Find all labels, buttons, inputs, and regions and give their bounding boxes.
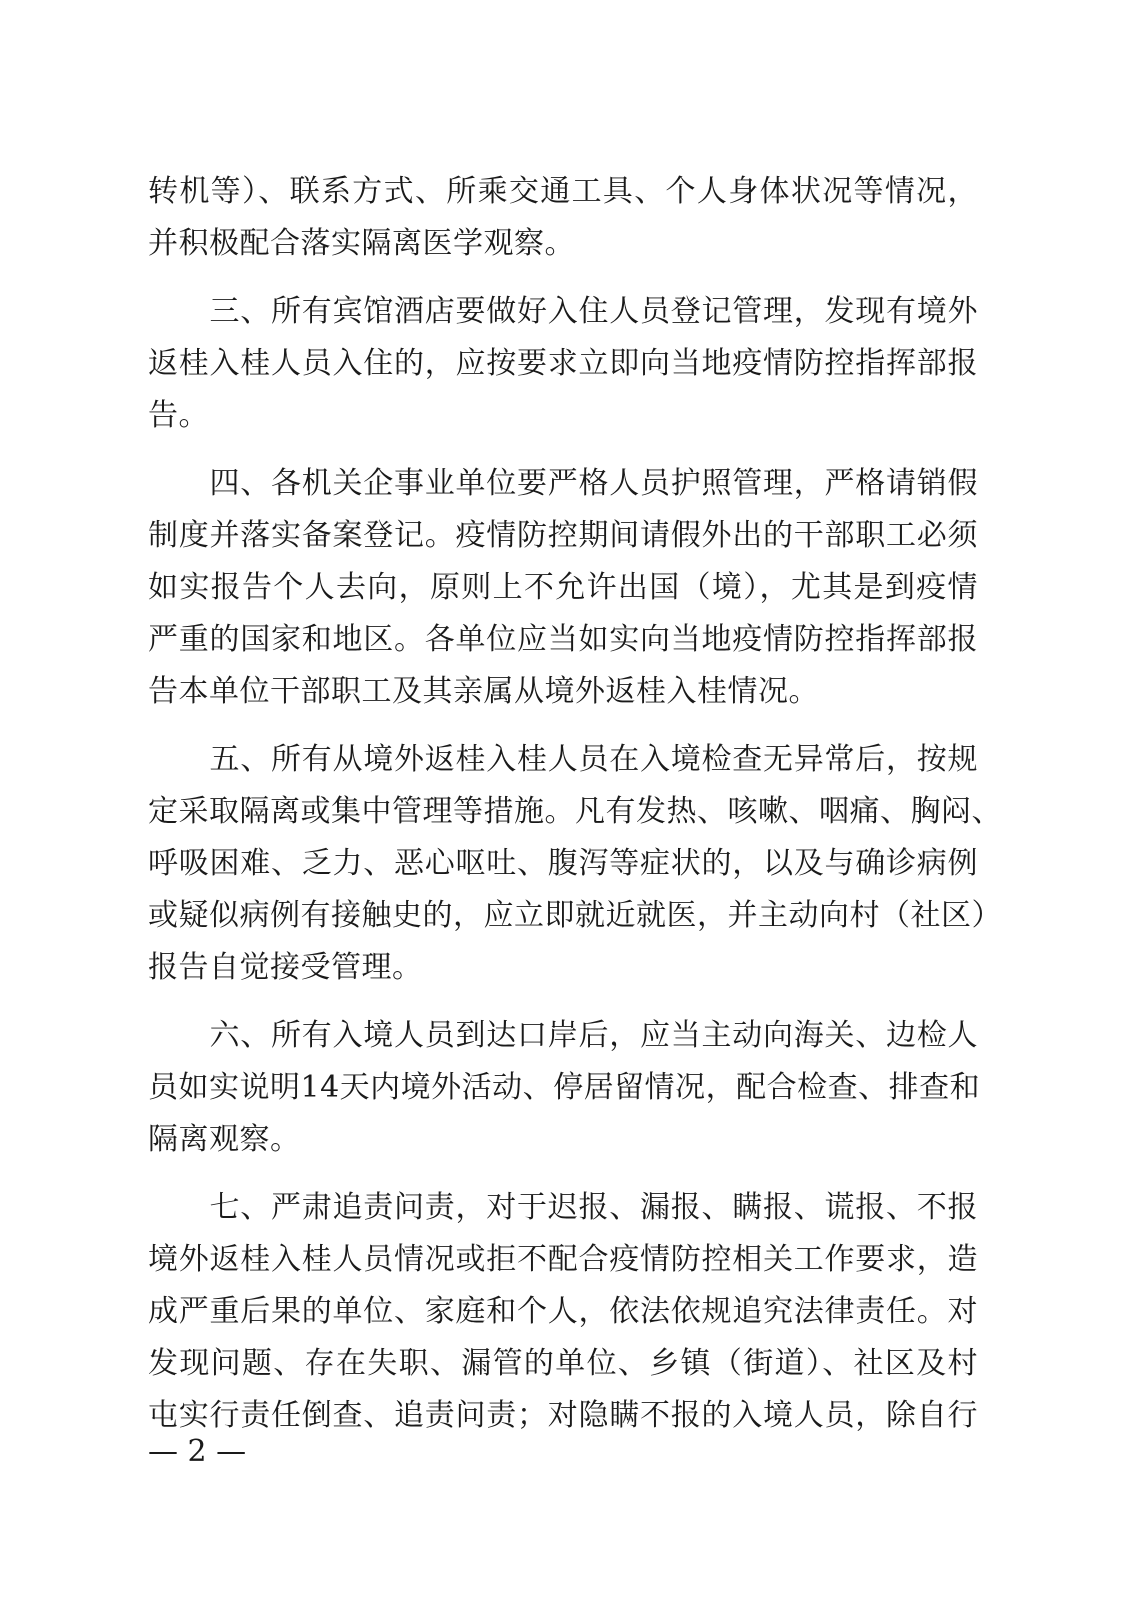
text-line: 或疑似病例有接触史的，应立即就近就医，并主动向村（社区） (148, 898, 1002, 933)
text-line: 告本单位干部职工及其亲属从境外返桂入桂情况。 (148, 674, 819, 709)
text-line: 屯实行责任倒查、追责问责；对隐瞒不报的入境人员，除自行 (148, 1398, 978, 1433)
text-line: 境外返桂入桂人员情况或拒不配合疫情防控相关工作要求，造 (148, 1242, 978, 1277)
text-line: 严重的国家和地区。各单位应当如实向当地疫情防控指挥部报 (148, 622, 978, 657)
text-line: 如实报告个人去向，原则上不允许出国（境），尤其是到疫情 (148, 570, 978, 605)
text-line: 隔离观察。 (148, 1122, 301, 1157)
text-line: 告。 (148, 398, 209, 433)
text-line: 成严重后果的单位、家庭和个人，依法依规追究法律责任。对 (148, 1294, 978, 1329)
text-line: 定采取隔离或集中管理等措施。凡有发热、咳嗽、咽痛、胸闷、 (148, 794, 1002, 829)
page-number: — 2 — (148, 1434, 247, 1469)
text-line: 返桂入桂人员入住的，应按要求立即向当地疫情防控指挥部报 (148, 346, 978, 381)
text-line: 四、各机关企事业单位要严格人员护照管理，严格请销假 (148, 466, 978, 501)
text-line: 员如实说明14天内境外活动、停居留情况，配合检查、排查和 (148, 1070, 981, 1105)
text-line: 转机等）、联系方式、所乘交通工具、个人身体状况等情况， (148, 174, 978, 209)
text-line: 并积极配合落实隔离医学观察。 (148, 226, 575, 261)
text-line: 三、所有宾馆酒店要做好入住人员登记管理，发现有境外 (148, 294, 978, 329)
text-line: 报告自觉接受管理。 (148, 950, 423, 985)
text-line: 发现问题、存在失职、漏管的单位、乡镇（街道）、社区及村 (148, 1346, 978, 1381)
text-line: 六、所有入境人员到达口岸后，应当主动向海关、边检人 (148, 1018, 978, 1053)
text-line: 制度并落实备案登记。疫情防控期间请假外出的干部职工必须 (148, 518, 978, 553)
text-line: 五、所有从境外返桂入桂人员在入境检查无异常后，按规 (148, 742, 978, 777)
text-line: 呼吸困难、乏力、恶心呕吐、腹泻等症状的，以及与确诊病例 (148, 846, 978, 881)
text-line: 七、严肃追责问责，对于迟报、漏报、瞒报、谎报、不报 (148, 1190, 978, 1225)
